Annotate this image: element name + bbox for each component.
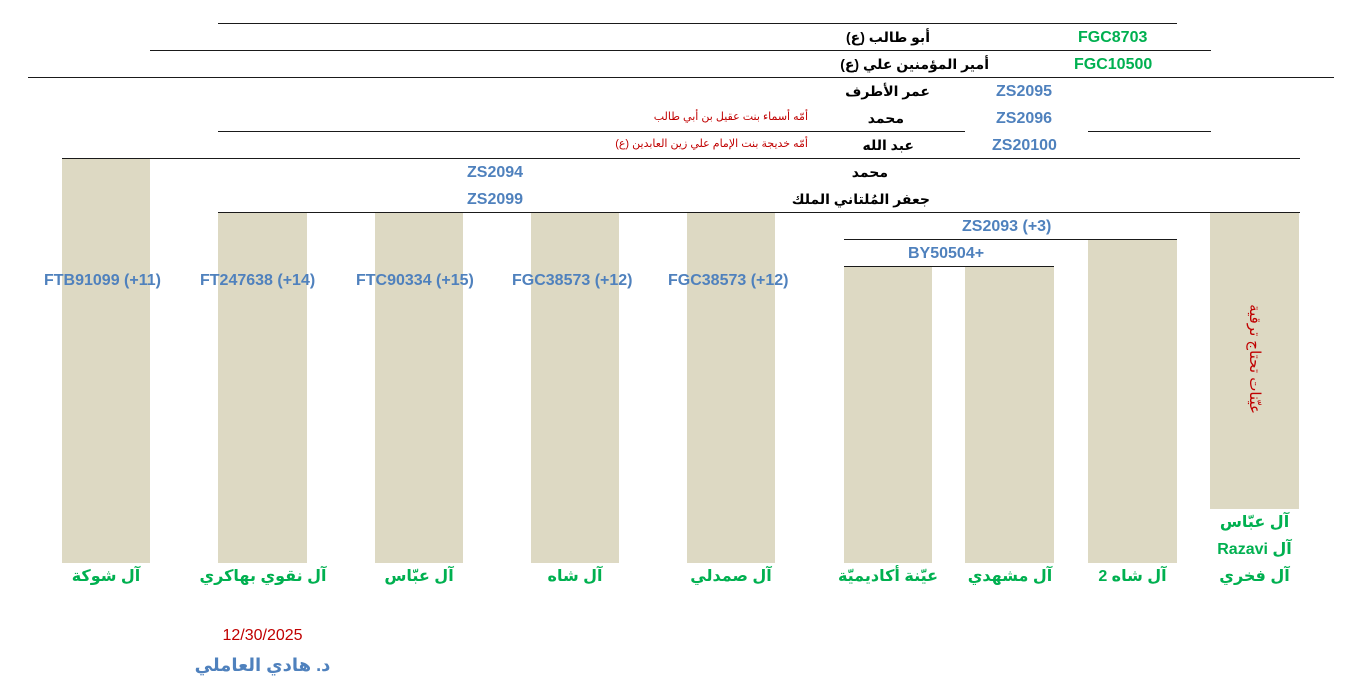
family-label-academic: عيّنة أكاديميّة — [837, 568, 939, 585]
pending-upgrade-note: عيّنات تحتاج ترقية — [1246, 304, 1263, 414]
ancestor-ali: أمير المؤمنين علي (ع) — [840, 56, 989, 72]
pending-label-razavi: آل Razavi — [1217, 541, 1292, 558]
family-label-abbas: آل عبّاس — [384, 568, 454, 585]
rule-top-branch — [28, 77, 1334, 78]
snp-zs2095: ZS2095 — [996, 83, 1053, 100]
rule-fgc8703 — [218, 23, 1177, 24]
bar-shah2 — [1088, 240, 1177, 563]
mother-note-khadija: أمّه خديجة بنت الإمام علي زين العابدين (ع) — [615, 138, 808, 150]
mother-note-asma: أمّه أسماء بنت عقيل بن أبي طالب — [653, 111, 808, 123]
family-label-naqvi: آل نقوي بهاكري — [199, 568, 327, 585]
bar-abbas — [375, 213, 463, 563]
bar-mashhadi — [965, 267, 1054, 563]
bar-shawka — [62, 159, 150, 563]
snp-fgc8703: FGC8703 — [1078, 29, 1148, 46]
snp-family-naqvi: FT247638 (+14) — [200, 272, 316, 289]
snp-zs2093: ZS2093 (+3) — [962, 218, 1052, 235]
snp-fgc10500: FGC10500 — [1074, 56, 1153, 73]
family-label-shah: آل شاه — [547, 568, 603, 585]
snp-family-abbas: FTC90334 (+15) — [356, 272, 474, 289]
pending-label-abbas: آل عبّاس — [1219, 514, 1290, 531]
snp-zs2096: ZS2096 — [996, 110, 1053, 127]
snp-zs20100: ZS20100 — [992, 137, 1057, 154]
ancestor-jafar-multani: جعفر المُلتاني الملك — [791, 191, 930, 207]
footer-date: 12/30/2025 — [222, 627, 303, 644]
snp-family-samadli: FGC38573 (+12) — [668, 272, 789, 289]
family-label-shah2: آل شاه 2 — [1098, 568, 1167, 585]
snp-family-shah: FGC38573 (+12) — [512, 272, 633, 289]
pending-label-fakhri: آل فخري — [1219, 568, 1290, 585]
bar-shah — [531, 213, 619, 563]
ancestor-muhammad-2: محمد — [851, 164, 888, 180]
family-label-samadli: آل صمدلي — [690, 568, 772, 585]
footer-author: د. هادي العاملي — [194, 655, 331, 675]
family-label-shawka: آل شوكة — [71, 568, 141, 585]
ancestor-abdullah: عبد الله — [862, 137, 914, 153]
ancestor-abu-talib: أبو طالب (ع) — [845, 29, 930, 45]
snp-family-shawka: FTB91099 (+11) — [44, 272, 161, 289]
snp-zs2094: ZS2094 — [467, 164, 524, 181]
bar-naqvi — [218, 213, 307, 563]
rule-zs20100-right — [1088, 131, 1211, 132]
bar-samadli — [687, 213, 775, 563]
ancestor-muhammad-1: محمد — [867, 110, 904, 126]
rule-fgc10500 — [150, 50, 1211, 51]
snp-by50504: BY50504+ — [908, 245, 985, 262]
bar-academic — [844, 267, 932, 563]
family-label-mashhadi: آل مشهدي — [967, 568, 1053, 585]
rule-zs20100-left — [218, 131, 965, 132]
rule-zs2094 — [62, 158, 1300, 159]
snp-zs2099: ZS2099 — [467, 191, 524, 208]
ancestor-umar-al-atraf: عمر الأطرف — [845, 83, 930, 99]
